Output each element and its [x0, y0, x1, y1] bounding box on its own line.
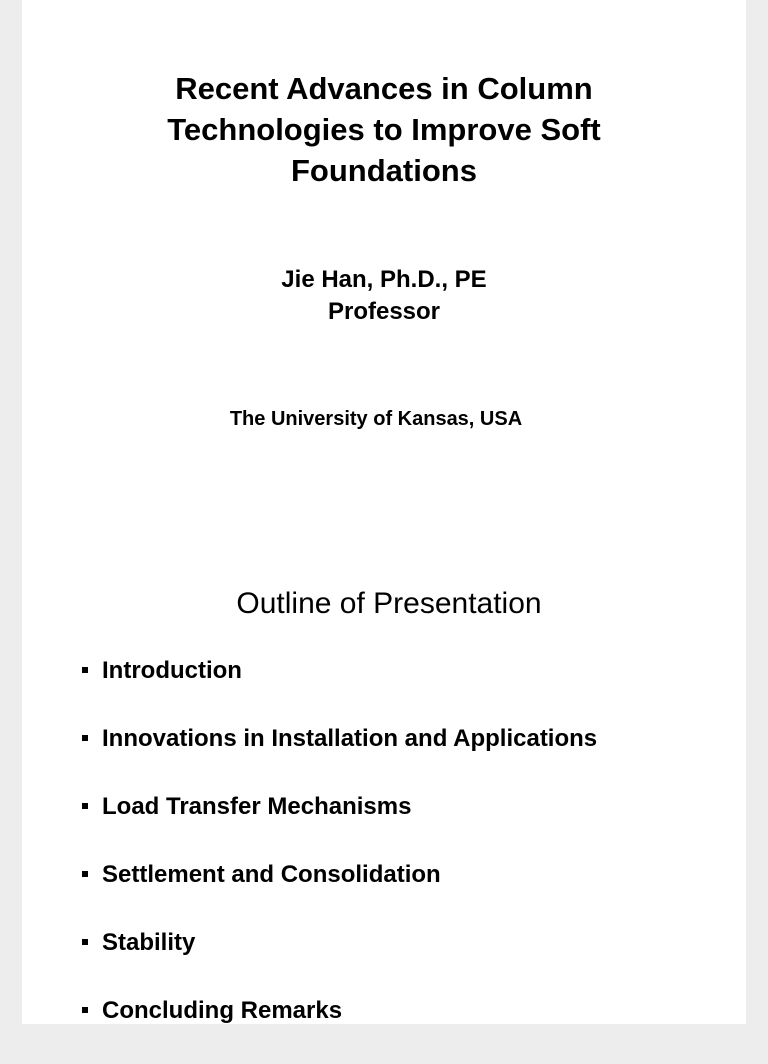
title-line: Technologies to Improve Soft — [167, 112, 601, 147]
outline-list — [82, 656, 597, 1064]
author-position: Professor — [327, 298, 441, 325]
affiliation: The University of Kansas, USA — [229, 408, 523, 430]
outline-item — [82, 996, 597, 1064]
author-block — [22, 264, 746, 328]
title-line: Recent Advances in Column — [175, 71, 593, 106]
outline-item — [82, 724, 597, 792]
author-name: Jie Han, Ph.D., PE — [281, 266, 487, 293]
presentation-title — [22, 68, 746, 191]
square-bullet-icon — [82, 871, 88, 877]
square-bullet-icon — [82, 735, 88, 741]
square-bullet-icon — [82, 1007, 88, 1013]
outline-item-label: Innovations in Installation and Applications — [102, 725, 598, 752]
outline-slide — [22, 560, 746, 1024]
document-page — [22, 0, 746, 1024]
outline-item-label: Settlement and Consolidation — [102, 861, 441, 888]
outline-item-label: Introduction — [102, 657, 242, 684]
square-bullet-icon — [82, 667, 88, 673]
outline-item — [82, 792, 597, 860]
outline-item — [82, 656, 597, 724]
outline-item — [82, 860, 597, 928]
outline-item-label: Load Transfer Mechanisms — [102, 793, 412, 820]
square-bullet-icon — [82, 803, 88, 809]
outline-item-label: Stability — [102, 929, 196, 956]
title-line: Foundations — [291, 153, 477, 188]
outline-item-label: Concluding Remarks — [102, 997, 343, 1024]
outline-title: Outline of Presentation — [236, 587, 542, 620]
title-slide — [22, 0, 746, 520]
outline-item — [82, 928, 597, 996]
square-bullet-icon — [82, 939, 88, 945]
